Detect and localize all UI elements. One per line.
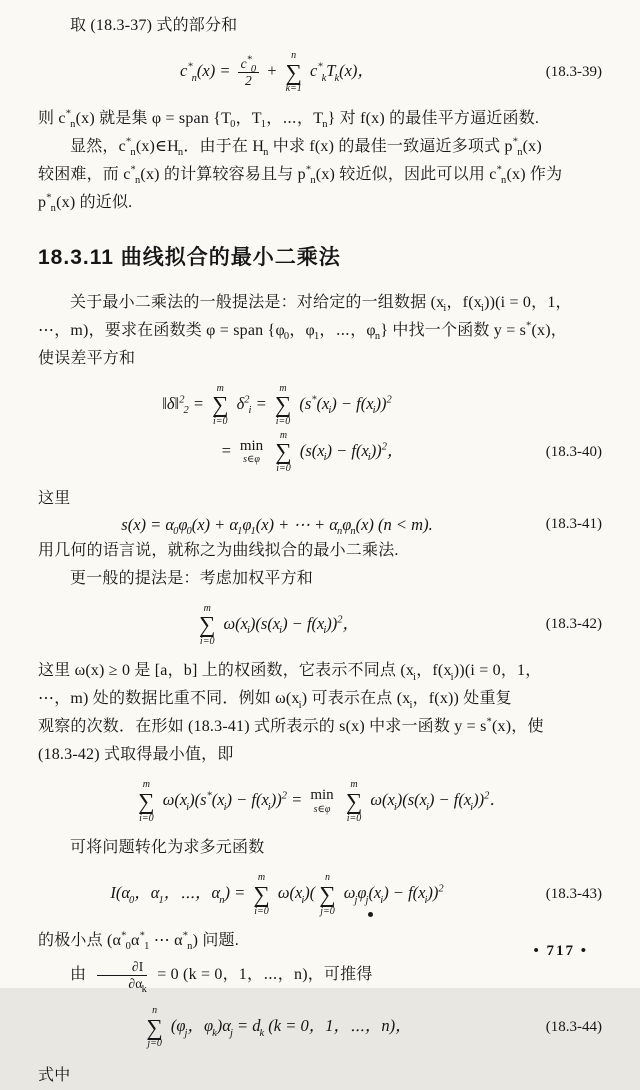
paragraph-b-line-2: ⋯，m)，要求在函数类 φ = span {$\varphi_0$，$\varphi_1$，⋯，$\varphi_n$} 中找一个函数 y = s*(x)， [38, 320, 567, 343]
paragraph-c-line-2: 更一般的提法是：考虑加权平方和 [70, 569, 314, 587]
formula-18-3-41 [38, 515, 602, 535]
formula-body: m ∑ i=0 $\omega(x_i)(s(x_i) - f(x_i))^2$， [198, 602, 360, 647]
formula-18-3-42 [38, 603, 602, 648]
formula-18-3-40 [38, 383, 602, 475]
paragraph-i-line: 式中 [38, 1066, 71, 1084]
paragraph-c-line-1: 用几何的语言说，就称之为曲线拟合的最小二乘法. [38, 541, 399, 559]
paragraph-a-line-3: $p^*_n(x)$ 的近似. [38, 192, 133, 215]
formula-18-3-43 [38, 872, 602, 917]
paragraph-f-line: 可将问题转化为求多元函数 [70, 839, 265, 857]
paragraph-a-line-1: 显然，$c^*_n(x)\in H_n$．由于在 $H_n$ 中求 f(x) 的最佳一致逼近多项式 $p^*_n(x)$ [70, 136, 542, 159]
paragraph-b-line-3: 使误差平方和 [38, 349, 136, 367]
paragraph-d-line-2: ⋯，m) 处的数据比重不同．例如 $\omega(x_i)$ 可表示在点 ($x_i$，f(x)) 处重复 [38, 690, 512, 711]
paragraph-d-line-3: 观察的次数．在形如 (18.3-41) 式所表示的 s(x) 中求一函数 y = s*(x)，使 [38, 717, 544, 736]
paragraph-a-line-2: 较困难，而 $c^*_n(x)$ 的计算较容易且与 $p^*_n(x)$ 较近似，因此可以用 $c^*_n(x)$ 作为 [38, 164, 563, 187]
paragraph-d-line-1: 这里 ω(x) ≥ 0 是 [a，b] 上的权函数，它表示不同点 ($x_i$，$f(x_i))(i = 0$，1， [38, 662, 542, 683]
formula-unnumbered-min [38, 779, 602, 824]
formula-body: m ∑ i=0 $\omega(x_i)(s^*(x_i) - f(x_i))^2$ = min s∈φ m ∑ i=0 $\omega(x_i)(s(x_i) - f(x_i))^2$． [138, 779, 506, 824]
equation-number: (18.3-43) [545, 886, 602, 903]
paragraph-b-line-1: 关于最小二乘法的一般提法是：对给定的一组数据 ($x_i$，$f(x_i))(i = 0$，1， [70, 293, 572, 315]
paragraph-g-line: 的极小点 ($\alpha^*_0\alpha^*_1$ ⋯ $\alpha^*_n$) 问题. [38, 930, 239, 953]
formula-body: n ∑ j=0 ($\varphi_j$，$\varphi_k)\alpha_j = d_k$ (k = 0，1，⋯，n)， [146, 1005, 412, 1050]
after-formula-39-line: 则 $c^*_n(x)$ 就是集 φ = span {$T_0$，$T_1$，⋯，$T_n$} 对 f(x) 的最佳平方逼近函数. [38, 108, 540, 131]
paragraph-h-line: 由 $\frac{\partial I}{\partial\alpha_k}$ = 0 (k = 0，1，⋯，n)，可推得 [70, 959, 373, 995]
equation-number: (18.3-42) [545, 616, 602, 633]
formula-18-3-44 [38, 1005, 602, 1050]
ink-speck-icon [368, 912, 373, 917]
formula-body-line-1: ‖δ‖$^2_2$ = m ∑ i=0 $\delta^2_i$ = m ∑ i=0 $(s^*(x_i) - f(x_i))^2$ [162, 382, 392, 428]
equation-number: (18.3-40) [545, 443, 602, 460]
equation-number: (18.3-44) [545, 1018, 602, 1035]
paragraph-d-line-4: (18.3-42) 式取得最小值，即 [38, 746, 234, 764]
paragraph-c-lead: 这里 [38, 489, 71, 507]
equation-number: (18.3-39) [545, 63, 602, 80]
formula-18-3-39 [38, 50, 602, 95]
equation-number: (18.3-41) [545, 516, 602, 533]
formula-body: $s(x) = \alpha_0\varphi_0(x) + \alpha_1\varphi_1(x)$ + ⋯ + $\alpha_n\varphi_n(x) (n < m)$. [121, 514, 433, 537]
formula-body: $c^*_n(x)$ = $\frac{c^*_0}{2}$ + n ∑ k=1 $c^*_kT_k(x)$， [180, 50, 374, 95]
intro-line: 取 (18.3-37) 式的部分和 [70, 17, 238, 34]
formula-body-line-2: = min s∈φ m ∑ i=0 $(s(x_i) - f(x_i))^2$， [220, 429, 404, 475]
page-number: • 717 • [533, 943, 588, 959]
section-heading: 18.3.11 曲线拟合的最小二乘法 [38, 245, 341, 269]
formula-body: $I(\alpha_0$，$\alpha_1$，⋯，$\alpha_n$) = m ∑ i=0 $\omega(x_i)$( n ∑ j=0 $\omega_j\varphi_j(x_i) - f(x_i))^2$ [110, 872, 444, 917]
